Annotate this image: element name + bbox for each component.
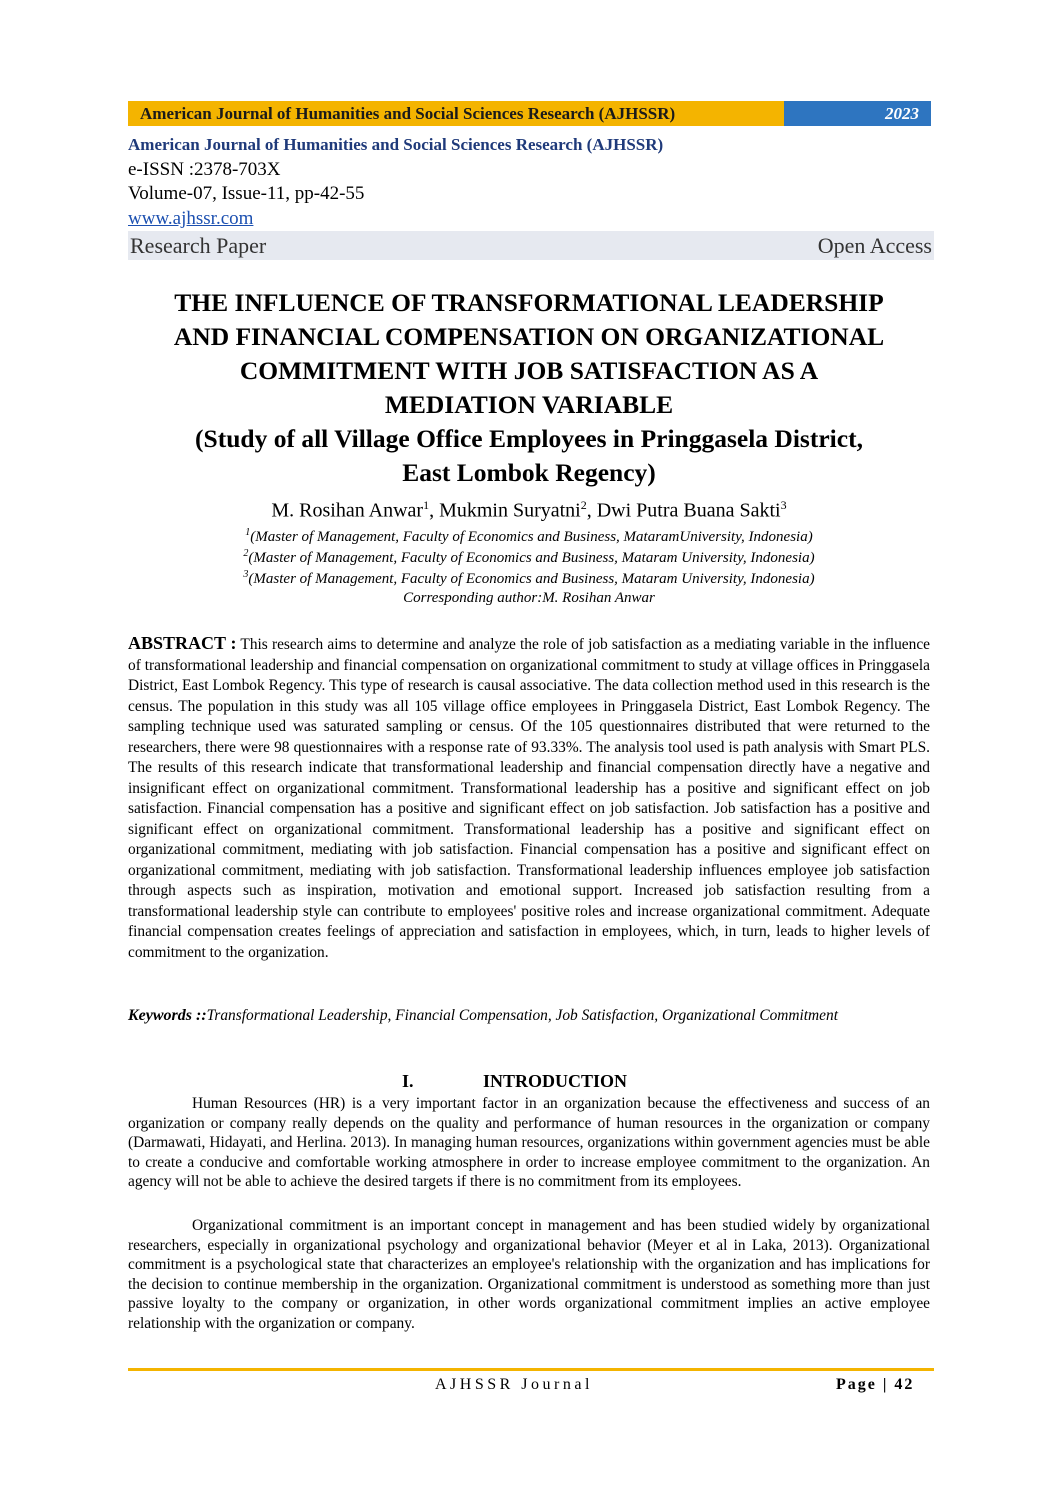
body-paragraph bbox=[128, 1094, 930, 1192]
paper-type-bar bbox=[128, 231, 934, 260]
author-sup: 2 bbox=[580, 498, 587, 512]
title-line: AND FINANCIAL COMPENSATION ON ORGANIZATIONAL bbox=[173, 322, 885, 351]
affiliation-text: (Master of Management, Faculty of Economics and Business, Mataram University, Indonesia) bbox=[248, 550, 815, 566]
author-list: M. Rosihan Anwar$^1$, Mukmin Suryatni$^2$, Dwi Putra Buana Sakti$^3$ bbox=[271, 498, 787, 522]
journal-header-year: 2023 bbox=[784, 101, 931, 126]
title-line: THE INFLUENCE OF TRANSFORMATIONAL LEADERSHIP bbox=[174, 288, 884, 317]
paragraph-text: Organizational commitment is an important concept in management and has been studied widely by organizational researchers, especially in organizational psychology and organizational behavior (Meyer et al in Laka, 2013). Organizational commitment is a psychological state that characterizes an employee's relationship with the organization and has implications for the decision to continue membership in the organization. Organizational commitment is understood as something more than just passive loyalty to the company or organization, in other words organizational commitment implies an active employee relationship with the organization or company. bbox=[128, 1217, 930, 1332]
section-title: INTRODUCTION bbox=[483, 1071, 628, 1091]
footer-journal: AJHSSR Journal bbox=[435, 1376, 593, 1393]
title-line: East Lombok Regency) bbox=[402, 458, 656, 487]
affiliation-text: (Master of Management, Faculty of Economics and Business, Mataram University, Indonesia) bbox=[248, 571, 815, 587]
corresponding-author: Corresponding author:M. Rosihan Anwar bbox=[403, 590, 655, 606]
footer-rule bbox=[128, 1368, 934, 1371]
keywords-label: Keywords :: bbox=[128, 1007, 207, 1024]
paragraph-text: Human Resources (HR) is a very important factor in an organization because the effectiveness and success of an organization or company really depends on the quality and performance of human resources in the organization or company (Darmawati, Hidayati, and Herlina. 2013). In managing human resources, organizations within government agencies must be able to create a conducive and comfortable working atmosphere in order to increase employee commitment to the organization. An agency will not be able to achieve the desired targets if there is no commitment from its employees. bbox=[128, 1095, 930, 1191]
abstract bbox=[128, 633, 930, 963]
keywords-text: Transformational Leadership, Financial Compensation, Job Satisfaction, Organizational Commitment bbox=[206, 1007, 838, 1024]
title-line: (Study of all Village Office Employees in Pringgasela District, bbox=[195, 424, 863, 453]
access-type: Open Access bbox=[817, 232, 932, 258]
section-number: I. bbox=[402, 1071, 414, 1091]
author-name: Dwi Putra Buana Sakti bbox=[596, 499, 781, 522]
website-link[interactable]: www.ajhssr.com bbox=[128, 208, 254, 229]
paper-type: Research Paper bbox=[130, 232, 267, 258]
title-line: COMMITMENT WITH JOB SATISFACTION AS A bbox=[239, 356, 819, 385]
author-name: Mukmin Suryatni bbox=[439, 499, 581, 522]
author-name: M. Rosihan Anwar bbox=[271, 499, 424, 522]
abstract-label: ABSTRACT : bbox=[128, 633, 237, 653]
title-line: MEDIATION VARIABLE bbox=[384, 390, 674, 419]
affiliation bbox=[120, 527, 938, 546]
affiliation-sup: 2 bbox=[243, 548, 249, 559]
affiliation-sup: 1 bbox=[245, 527, 251, 538]
author-sup: 3 bbox=[780, 498, 787, 512]
affiliation bbox=[120, 569, 938, 588]
affiliation-text: (Master of Management, Faculty of Economics and Business, MataramUniversity, Indonesia) bbox=[250, 529, 813, 545]
author-sup: 1 bbox=[423, 498, 430, 512]
affiliation-sup: 3 bbox=[243, 569, 249, 580]
keywords bbox=[128, 1006, 930, 1027]
paper-title bbox=[120, 286, 938, 490]
body-paragraph bbox=[128, 1216, 930, 1334]
journal-name: American Journal of Humanities and Social Sciences Research (AJHSSR) bbox=[128, 135, 664, 154]
abstract-text: This research aims to determine and analyze the role of job satisfaction as a mediating variable in the influence of transformational leadership and financial compensation on organizational commitment to study at village offices in Pringgasela District, East Lombok Regency. This type of research is causal associative. The data collection method used in this research is the census. The population in this study was all 105 village office employees in Pringgasela District, East Lombok Regency. The sampling technique used was saturated sampling or census. Of the 105 questionnaires distributed that were returned to the researchers, there were 98 questionnaires with a response rate of 93.33%. The analysis tool used is path analysis with Smart PLS. The results of this research indicate that transformational leadership and financial compensation directly have a negative and insignificant effect on organizational commitment. Transformational leadership has a positive and significant effect on job satisfaction. Financial compensation has a positive and significant effect on job satisfaction. Job satisfaction has a positive and significant effect on organizational commitment. Transformational leadership has a positive and significant effect on organizational commitment, mediating with job satisfaction. Financial compensation has a positive and significant effect on organizational commitment, mediating with job satisfaction. Transformational leadership influences employee job satisfaction through aspects such as inspiration, motivation and emotional support. Increased job satisfaction resulting from a transformational leadership style can contribute to employees' positive roles and increase organizational commitment. Adequate financial compensation creates feelings of appreciation and satisfaction in employees, which, in turn, leads to higher levels of commitment to the organization. bbox=[128, 636, 930, 961]
journal-header-bar bbox=[128, 101, 931, 126]
footer-page-number: Page | 42 bbox=[836, 1376, 915, 1393]
affiliation bbox=[120, 548, 938, 567]
eissn: e-ISSN :2378-703X bbox=[128, 159, 281, 180]
volume-info: Volume-07, Issue-11, pp-42-55 bbox=[128, 183, 365, 204]
journal-header-title: American Journal of Humanities and Social Sciences Research (AJHSSR) bbox=[128, 101, 784, 126]
